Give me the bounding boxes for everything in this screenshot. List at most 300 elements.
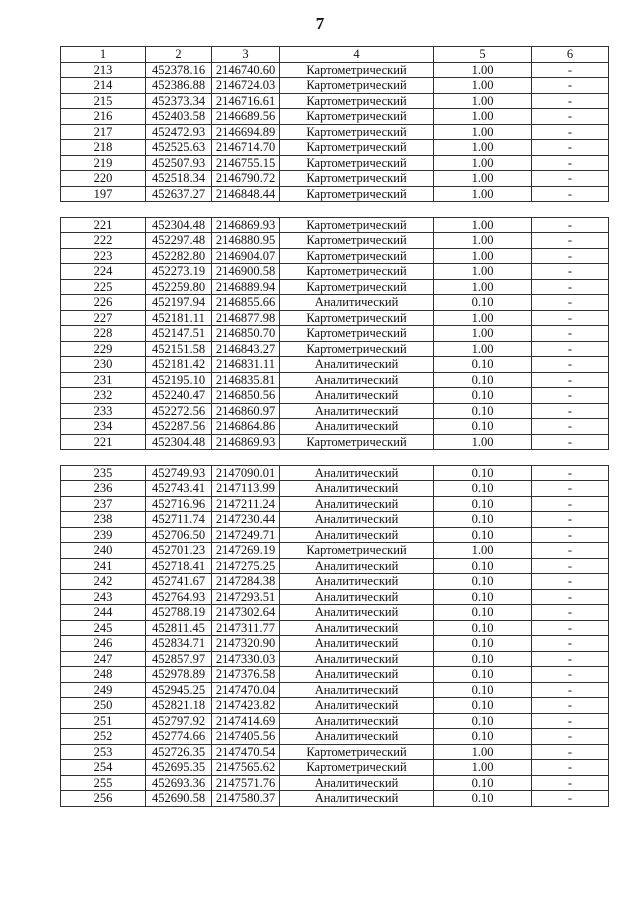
table-row [61, 310, 609, 326]
table-row [61, 140, 609, 156]
x-coordinate-cell: 452764.93 [146, 589, 212, 605]
x-coordinate-cell: 452797.92 [146, 713, 212, 729]
x-coordinate-cell: 452857.97 [146, 651, 212, 667]
table-row [61, 124, 609, 140]
x-coordinate-cell: 452718.41 [146, 558, 212, 574]
accuracy-cell: 1.00 [434, 186, 532, 202]
accuracy-cell: 0.10 [434, 698, 532, 714]
point-number-cell: 243 [61, 589, 146, 605]
x-coordinate-cell: 452181.11 [146, 310, 212, 326]
note-cell: - [532, 496, 609, 512]
note-cell: - [532, 651, 609, 667]
accuracy-cell: 1.00 [434, 264, 532, 280]
table-row [61, 217, 609, 233]
point-number-cell: 222 [61, 233, 146, 249]
y-coordinate-cell: 2146860.97 [212, 403, 280, 419]
method-cell: Аналитический [280, 295, 434, 311]
table-row [61, 233, 609, 249]
empty-cell [434, 202, 532, 218]
x-coordinate-cell: 452273.19 [146, 264, 212, 280]
y-coordinate-cell: 2147376.58 [212, 667, 280, 683]
y-coordinate-cell: 2146790.72 [212, 171, 280, 187]
method-cell: Картометрический [280, 109, 434, 125]
x-coordinate-cell: 452304.48 [146, 217, 212, 233]
point-number-cell: 215 [61, 93, 146, 109]
point-number-cell: 232 [61, 388, 146, 404]
table-row [61, 636, 609, 652]
y-coordinate-cell: 2147311.77 [212, 620, 280, 636]
table-row [61, 496, 609, 512]
note-cell: - [532, 248, 609, 264]
column-header: 3 [212, 47, 280, 63]
note-cell: - [532, 109, 609, 125]
x-coordinate-cell: 452151.58 [146, 341, 212, 357]
note-cell: - [532, 233, 609, 249]
table-row [61, 791, 609, 807]
x-coordinate-cell: 452472.93 [146, 124, 212, 140]
note-cell: - [532, 78, 609, 94]
accuracy-cell: 1.00 [434, 434, 532, 450]
x-coordinate-cell: 452690.58 [146, 791, 212, 807]
note-cell: - [532, 140, 609, 156]
note-cell: - [532, 155, 609, 171]
empty-cell [280, 202, 434, 218]
accuracy-cell: 0.10 [434, 496, 532, 512]
y-coordinate-cell: 2146689.56 [212, 109, 280, 125]
x-coordinate-cell: 452287.56 [146, 419, 212, 435]
point-number-cell: 242 [61, 574, 146, 590]
y-coordinate-cell: 2146716.61 [212, 93, 280, 109]
y-coordinate-cell: 2146835.81 [212, 372, 280, 388]
note-cell: - [532, 295, 609, 311]
y-coordinate-cell: 2146694.89 [212, 124, 280, 140]
y-coordinate-cell: 2147275.25 [212, 558, 280, 574]
point-number-cell: 250 [61, 698, 146, 714]
y-coordinate-cell: 2146850.70 [212, 326, 280, 342]
point-number-cell: 224 [61, 264, 146, 280]
point-number-cell: 217 [61, 124, 146, 140]
method-cell: Картометрический [280, 341, 434, 357]
table-row [61, 589, 609, 605]
method-cell: Картометрический [280, 543, 434, 559]
method-cell: Аналитический [280, 667, 434, 683]
note-cell: - [532, 791, 609, 807]
empty-cell [532, 450, 609, 466]
x-coordinate-cell: 452282.80 [146, 248, 212, 264]
table-row [61, 341, 609, 357]
x-coordinate-cell: 452518.34 [146, 171, 212, 187]
point-number-cell: 228 [61, 326, 146, 342]
method-cell: Картометрический [280, 279, 434, 295]
column-header: 1 [61, 47, 146, 63]
column-header: 2 [146, 47, 212, 63]
x-coordinate-cell: 452297.48 [146, 233, 212, 249]
y-coordinate-cell: 2146877.98 [212, 310, 280, 326]
method-cell: Аналитический [280, 605, 434, 621]
note-cell: - [532, 62, 609, 78]
table-row [61, 155, 609, 171]
method-cell: Аналитический [280, 713, 434, 729]
accuracy-cell: 0.10 [434, 419, 532, 435]
point-number-cell: 235 [61, 465, 146, 481]
method-cell: Аналитический [280, 372, 434, 388]
y-coordinate-cell: 2147565.62 [212, 760, 280, 776]
point-number-cell: 234 [61, 419, 146, 435]
table-row [61, 512, 609, 528]
accuracy-cell: 0.10 [434, 481, 532, 497]
note-cell: - [532, 729, 609, 745]
accuracy-cell: 1.00 [434, 109, 532, 125]
method-cell: Аналитический [280, 357, 434, 373]
point-number-cell: 239 [61, 527, 146, 543]
y-coordinate-cell: 2146831.11 [212, 357, 280, 373]
method-cell: Картометрический [280, 310, 434, 326]
y-coordinate-cell: 2147470.04 [212, 682, 280, 698]
table-row [61, 78, 609, 94]
point-number-cell: 240 [61, 543, 146, 559]
method-cell: Аналитический [280, 636, 434, 652]
table-row [61, 667, 609, 683]
y-coordinate-cell: 2147414.69 [212, 713, 280, 729]
point-number-cell: 223 [61, 248, 146, 264]
accuracy-cell: 0.10 [434, 589, 532, 605]
y-coordinate-cell: 2147090.01 [212, 465, 280, 481]
x-coordinate-cell: 452259.80 [146, 279, 212, 295]
method-cell: Картометрический [280, 186, 434, 202]
y-coordinate-cell: 2147571.76 [212, 775, 280, 791]
note-cell: - [532, 357, 609, 373]
x-coordinate-cell: 452706.50 [146, 527, 212, 543]
method-cell: Картометрический [280, 140, 434, 156]
x-coordinate-cell: 452788.19 [146, 605, 212, 621]
empty-cell [61, 202, 146, 218]
y-coordinate-cell: 2146850.56 [212, 388, 280, 404]
x-coordinate-cell: 452701.23 [146, 543, 212, 559]
x-coordinate-cell: 452716.96 [146, 496, 212, 512]
point-number-cell: 252 [61, 729, 146, 745]
y-coordinate-cell: 2146869.93 [212, 217, 280, 233]
method-cell: Картометрический [280, 744, 434, 760]
table-row [61, 760, 609, 776]
point-number-cell: 247 [61, 651, 146, 667]
y-coordinate-cell: 2146900.58 [212, 264, 280, 280]
method-cell: Картометрический [280, 171, 434, 187]
point-number-cell: 216 [61, 109, 146, 125]
accuracy-cell: 1.00 [434, 155, 532, 171]
method-cell: Аналитический [280, 388, 434, 404]
page-number: 7 [315, 14, 325, 33]
note-cell: - [532, 279, 609, 295]
table-row [61, 419, 609, 435]
empty-cell [146, 450, 212, 466]
note-cell: - [532, 527, 609, 543]
accuracy-cell: 1.00 [434, 62, 532, 78]
accuracy-cell: 1.00 [434, 341, 532, 357]
method-cell: Аналитический [280, 481, 434, 497]
y-coordinate-cell: 2147293.51 [212, 589, 280, 605]
x-coordinate-cell: 452774.66 [146, 729, 212, 745]
y-coordinate-cell: 2147269.19 [212, 543, 280, 559]
method-cell: Картометрический [280, 62, 434, 78]
x-coordinate-cell: 452637.27 [146, 186, 212, 202]
table-row [61, 698, 609, 714]
method-cell: Картометрический [280, 248, 434, 264]
y-coordinate-cell: 2146755.15 [212, 155, 280, 171]
accuracy-cell: 1.00 [434, 93, 532, 109]
table-row [61, 434, 609, 450]
y-coordinate-cell: 2147249.71 [212, 527, 280, 543]
note-cell: - [532, 310, 609, 326]
accuracy-cell: 0.10 [434, 682, 532, 698]
note-cell: - [532, 403, 609, 419]
y-coordinate-cell: 2146724.03 [212, 78, 280, 94]
empty-cell [532, 202, 609, 218]
note-cell: - [532, 667, 609, 683]
point-number-cell: 251 [61, 713, 146, 729]
accuracy-cell: 1.00 [434, 233, 532, 249]
x-coordinate-cell: 452378.16 [146, 62, 212, 78]
note-cell: - [532, 264, 609, 280]
x-coordinate-cell: 452695.35 [146, 760, 212, 776]
point-number-cell: 226 [61, 295, 146, 311]
note-cell: - [532, 558, 609, 574]
table-row [61, 713, 609, 729]
point-number-cell: 220 [61, 171, 146, 187]
note-cell: - [532, 341, 609, 357]
y-coordinate-cell: 2147284.38 [212, 574, 280, 590]
accuracy-cell: 1.00 [434, 140, 532, 156]
note-cell: - [532, 326, 609, 342]
accuracy-cell: 0.10 [434, 465, 532, 481]
accuracy-cell: 0.10 [434, 512, 532, 528]
method-cell: Аналитический [280, 496, 434, 512]
method-cell: Аналитический [280, 791, 434, 807]
table-row [61, 279, 609, 295]
accuracy-cell: 1.00 [434, 760, 532, 776]
table-row [61, 744, 609, 760]
note-cell: - [532, 171, 609, 187]
table-row [61, 775, 609, 791]
note-cell: - [532, 434, 609, 450]
y-coordinate-cell: 2146848.44 [212, 186, 280, 202]
method-cell: Аналитический [280, 682, 434, 698]
note-cell: - [532, 543, 609, 559]
accuracy-cell: 0.10 [434, 791, 532, 807]
accuracy-cell: 1.00 [434, 124, 532, 140]
empty-cell [280, 450, 434, 466]
method-cell: Аналитический [280, 465, 434, 481]
x-coordinate-cell: 452181.42 [146, 357, 212, 373]
point-number-cell: 238 [61, 512, 146, 528]
point-number-cell: 248 [61, 667, 146, 683]
point-number-cell: 249 [61, 682, 146, 698]
accuracy-cell: 0.10 [434, 558, 532, 574]
x-coordinate-cell: 452525.63 [146, 140, 212, 156]
point-number-cell: 218 [61, 140, 146, 156]
note-cell: - [532, 620, 609, 636]
x-coordinate-cell: 452272.56 [146, 403, 212, 419]
x-coordinate-cell: 452811.45 [146, 620, 212, 636]
y-coordinate-cell: 2146740.60 [212, 62, 280, 78]
x-coordinate-cell: 452978.89 [146, 667, 212, 683]
column-header: 6 [532, 47, 609, 63]
column-header: 4 [280, 47, 434, 63]
accuracy-cell: 0.10 [434, 605, 532, 621]
x-coordinate-cell: 452386.88 [146, 78, 212, 94]
y-coordinate-cell: 2146843.27 [212, 341, 280, 357]
method-cell: Картометрический [280, 78, 434, 94]
accuracy-cell: 1.00 [434, 310, 532, 326]
note-cell: - [532, 372, 609, 388]
accuracy-cell: 0.10 [434, 527, 532, 543]
point-number-cell: 255 [61, 775, 146, 791]
accuracy-cell: 1.00 [434, 248, 532, 264]
method-cell: Картометрический [280, 93, 434, 109]
table-row [61, 527, 609, 543]
method-cell: Картометрический [280, 217, 434, 233]
accuracy-cell: 0.10 [434, 388, 532, 404]
table-row [61, 326, 609, 342]
y-coordinate-cell: 2146855.66 [212, 295, 280, 311]
point-number-cell: 227 [61, 310, 146, 326]
note-cell: - [532, 760, 609, 776]
table-row [61, 543, 609, 559]
y-coordinate-cell: 2147211.24 [212, 496, 280, 512]
accuracy-cell: 0.10 [434, 667, 532, 683]
method-cell: Аналитический [280, 775, 434, 791]
note-cell: - [532, 124, 609, 140]
accuracy-cell: 0.10 [434, 713, 532, 729]
note-cell: - [532, 589, 609, 605]
method-cell: Аналитический [280, 512, 434, 528]
accuracy-cell: 0.10 [434, 775, 532, 791]
x-coordinate-cell: 452197.94 [146, 295, 212, 311]
coordinates-table [60, 46, 609, 807]
table-row [61, 465, 609, 481]
x-coordinate-cell: 452693.36 [146, 775, 212, 791]
column-header: 5 [434, 47, 532, 63]
y-coordinate-cell: 2146889.94 [212, 279, 280, 295]
note-cell: - [532, 698, 609, 714]
point-number-cell: 244 [61, 605, 146, 621]
table-row [61, 171, 609, 187]
y-coordinate-cell: 2146864.86 [212, 419, 280, 435]
x-coordinate-cell: 452304.48 [146, 434, 212, 450]
y-coordinate-cell: 2146880.95 [212, 233, 280, 249]
table-row [61, 62, 609, 78]
point-number-cell: 225 [61, 279, 146, 295]
note-cell: - [532, 481, 609, 497]
table-row [61, 403, 609, 419]
empty-cell [146, 202, 212, 218]
table-row [61, 729, 609, 745]
x-coordinate-cell: 452195.10 [146, 372, 212, 388]
table-row [61, 109, 609, 125]
point-number-cell: 246 [61, 636, 146, 652]
x-coordinate-cell: 452147.51 [146, 326, 212, 342]
x-coordinate-cell: 452743.41 [146, 481, 212, 497]
empty-cell [434, 450, 532, 466]
point-number-cell: 245 [61, 620, 146, 636]
y-coordinate-cell: 2147330.03 [212, 651, 280, 667]
note-cell: - [532, 713, 609, 729]
x-coordinate-cell: 452240.47 [146, 388, 212, 404]
table-row [61, 388, 609, 404]
accuracy-cell: 1.00 [434, 171, 532, 187]
point-number-cell: 236 [61, 481, 146, 497]
y-coordinate-cell: 2147423.82 [212, 698, 280, 714]
accuracy-cell: 1.00 [434, 217, 532, 233]
point-number-cell: 256 [61, 791, 146, 807]
method-cell: Аналитический [280, 527, 434, 543]
point-number-cell: 197 [61, 186, 146, 202]
table-body [61, 62, 609, 806]
point-number-cell: 213 [61, 62, 146, 78]
table-row [61, 651, 609, 667]
x-coordinate-cell: 452403.58 [146, 109, 212, 125]
separator-row [61, 202, 609, 218]
table-row [61, 605, 609, 621]
note-cell: - [532, 574, 609, 590]
method-cell: Картометрический [280, 155, 434, 171]
table-row [61, 372, 609, 388]
method-cell: Картометрический [280, 434, 434, 450]
x-coordinate-cell: 452834.71 [146, 636, 212, 652]
method-cell: Картометрический [280, 760, 434, 776]
point-number-cell: 221 [61, 217, 146, 233]
separator-row [61, 450, 609, 466]
point-number-cell: 214 [61, 78, 146, 94]
empty-cell [212, 450, 280, 466]
method-cell: Аналитический [280, 620, 434, 636]
point-number-cell: 219 [61, 155, 146, 171]
note-cell: - [532, 465, 609, 481]
accuracy-cell: 0.10 [434, 574, 532, 590]
point-number-cell: 253 [61, 744, 146, 760]
method-cell: Аналитический [280, 651, 434, 667]
method-cell: Картометрический [280, 233, 434, 249]
y-coordinate-cell: 2147302.64 [212, 605, 280, 621]
point-number-cell: 254 [61, 760, 146, 776]
method-cell: Аналитический [280, 558, 434, 574]
y-coordinate-cell: 2146904.07 [212, 248, 280, 264]
point-number-cell: 221 [61, 434, 146, 450]
x-coordinate-cell: 452711.74 [146, 512, 212, 528]
table-header [61, 47, 609, 63]
point-number-cell: 241 [61, 558, 146, 574]
x-coordinate-cell: 452945.25 [146, 682, 212, 698]
accuracy-cell: 0.10 [434, 295, 532, 311]
method-cell: Картометрический [280, 326, 434, 342]
table-row [61, 357, 609, 373]
note-cell: - [532, 605, 609, 621]
point-number-cell: 231 [61, 372, 146, 388]
header-row [61, 47, 609, 63]
table-row [61, 248, 609, 264]
note-cell: - [532, 636, 609, 652]
table-row [61, 264, 609, 280]
point-number-cell: 233 [61, 403, 146, 419]
accuracy-cell: 0.10 [434, 620, 532, 636]
y-coordinate-cell: 2147470.54 [212, 744, 280, 760]
accuracy-cell: 0.10 [434, 729, 532, 745]
accuracy-cell: 1.00 [434, 279, 532, 295]
method-cell: Аналитический [280, 574, 434, 590]
method-cell: Аналитический [280, 589, 434, 605]
note-cell: - [532, 217, 609, 233]
x-coordinate-cell: 452507.93 [146, 155, 212, 171]
empty-cell [212, 202, 280, 218]
